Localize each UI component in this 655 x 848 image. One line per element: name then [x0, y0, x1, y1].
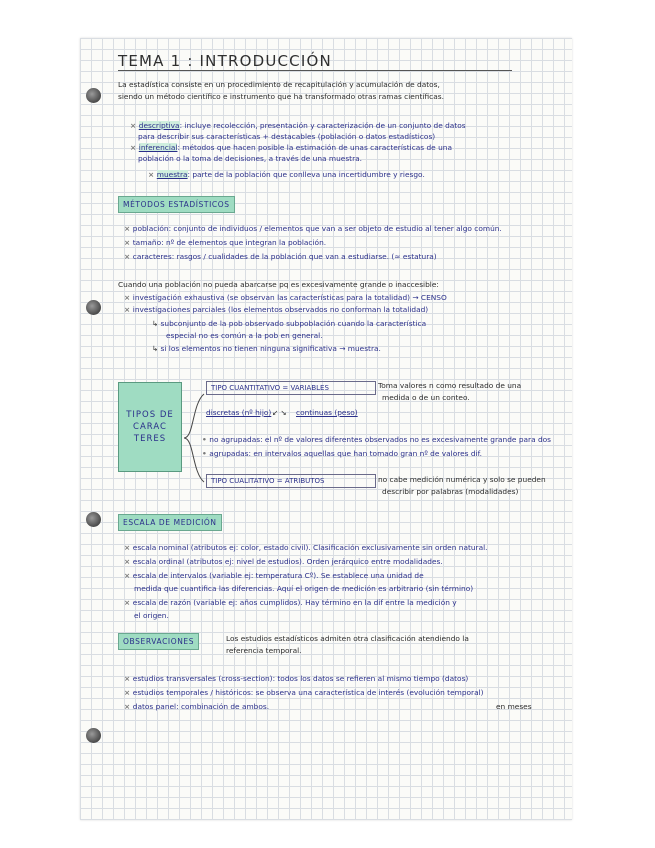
discretas-label: discretas (nº hijo) [206, 408, 272, 417]
intro-line: La estadística consiste en un procedimiento de recapitulación y acumulación de datos, [118, 80, 440, 89]
list-item: ↳ subconjunto de la pob observado subpoblación cuando la característica [152, 319, 427, 328]
branch-term: inferencial [138, 143, 178, 152]
list-item: especial no es común a la pob en general. [166, 331, 323, 340]
branch-term: muestra [156, 170, 188, 179]
tipos-caracteres-box: TIPOS DE CARAC TERES [118, 382, 182, 472]
list-item: medida que cuantifica las diferencias. Aquí el origen de medición es arbitrario (sin término) [134, 584, 474, 593]
binder-hole [86, 728, 101, 743]
binder-hole [86, 88, 101, 103]
cualitativo-desc: no cabe medición numérica y solo se pueden [378, 475, 546, 484]
cuantitativo-header: TIPO CUANTITATIVO = VARIABLES [206, 381, 376, 395]
list-item: • agrupadas: en intervalos aquellas que han tomado gran nº de valores dif. [202, 449, 483, 458]
observaciones-desc: Los estudios estadísticos admiten otra clasificación atendiendo la [226, 634, 469, 643]
section-header-escala: ESCALA DE MEDICIÓN [118, 514, 222, 531]
sampling-intro: Cuando una población no pueda abarcarse pq es excesivamente grande o inaccesible: [118, 280, 439, 289]
list-item: × escala de razón (variable ej: años cumplidos). Hay término en la dif entre la medición y [124, 598, 457, 607]
section-header-observaciones: OBSERVACIONES [118, 633, 199, 650]
note-text: en meses [496, 702, 532, 711]
cuantitativo-desc: Toma valores n como resultado de una [378, 381, 522, 390]
branch-arrow-icon: ↙ ↘ [272, 408, 287, 417]
branch-line: × inferencial: métodos que hacen posible la estimación de unas características de una [130, 143, 452, 152]
list-item: × escala de intervalos (variable ej: temperatura Cº). Se establece una unidad de [124, 571, 424, 580]
list-item: × escala nominal (atributos ej: color, estado civil). Clasificación exclusivamente sin orden natural. [124, 543, 488, 552]
list-item: el origen. [134, 611, 169, 620]
cualitativo-desc: describir por palabras (modalidades) [382, 487, 519, 496]
observaciones-desc: referencia temporal. [226, 646, 302, 655]
continuas-label: continuas (peso) [296, 408, 358, 417]
list-item: × escala ordinal (atributos ej: nivel de estudios). Orden jerárquico entre modalidades. [124, 557, 443, 566]
section-header-metodos: MÉTODOS ESTADÍSTICOS [118, 196, 235, 213]
cualitativo-header: TIPO CUALITATIVO = ATRIBUTOS [206, 474, 376, 488]
branch-term: descriptiva [138, 121, 180, 130]
list-item: • no agrupadas: el nº de valores diferentes observados no es excesivamente grande para dos [202, 435, 552, 444]
list-item: ↳ si los elementos no tienen ninguna significativa → muestra. [152, 344, 381, 353]
list-item: × investigación exhaustiva (se observan las características para la totalidad) → CENSO [124, 293, 447, 302]
list-item: × datos panel: combinación de ambos. [124, 702, 270, 711]
branch-line: × muestra: parte de la población que conlleva una incertidumbre y riesgo. [148, 170, 425, 179]
cuantitativo-desc: medida o de un conteo. [382, 393, 470, 402]
branch-line: población o la toma de decisiones, a través de una muestra. [138, 154, 362, 163]
binder-hole [86, 512, 101, 527]
list-item: × estudios transversales (cross-section): todos los datos se refieren al mismo tiempo (datos) [124, 674, 469, 683]
list-item: × estudios temporales / históricos: se observa una característica de interés (evolución temporal) [124, 688, 484, 697]
branch-line: para describir sus características + destacables (población o datos estadísticos) [138, 132, 436, 141]
branch-line: × descriptiva: incluye recolección, presentación y caracterización de un conjunto de datos [130, 121, 466, 130]
list-item: × tamaño: nº de elementos que integran la población. [124, 238, 327, 247]
binder-hole [86, 300, 101, 315]
list-item: × caracteres: rasgos / cualidades de la población que van a estudiarse. (≈ estatura) [124, 252, 437, 261]
list-item: × investigaciones parciales (los elementos observados no conforman la totalidad) [124, 305, 429, 314]
page-title: TEMA 1 : INTRODUCCIÓN [118, 52, 512, 71]
list-item: × población: conjunto de individuos / elementos que van a ser objeto de estudio al tener algo común. [124, 224, 502, 233]
intro-line: siendo un método científico e instrumento que ha transformado otras ramas científicas. [118, 92, 444, 101]
